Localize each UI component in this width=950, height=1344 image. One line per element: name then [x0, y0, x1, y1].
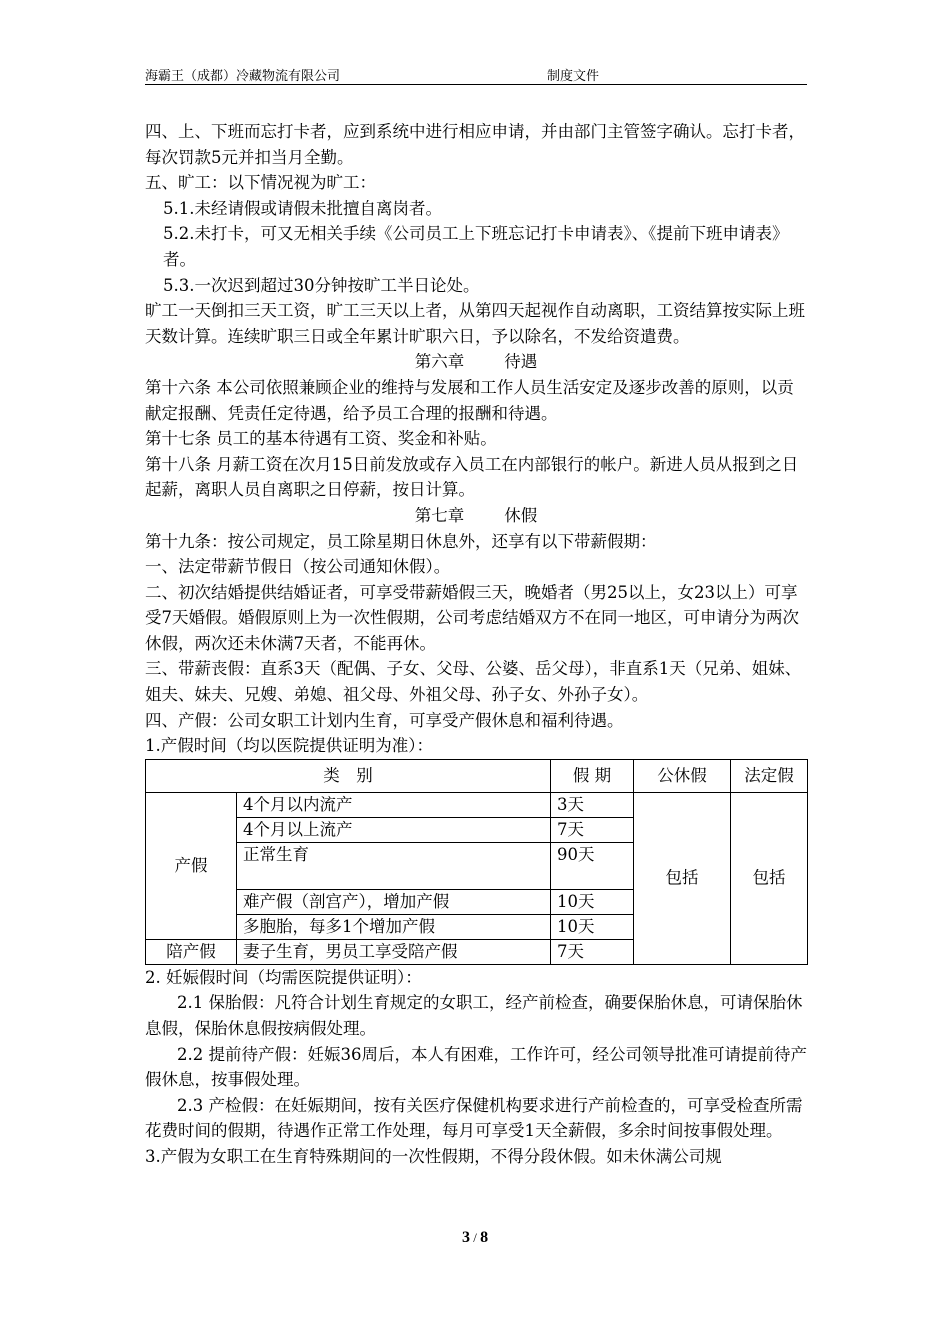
table-row [146, 792, 808, 817]
public-holiday-value: 包括 [634, 792, 731, 964]
row-days: 90天 [551, 842, 634, 889]
maternity-time-title: 1.产假时间（均以医院提供证明为准）： [145, 736, 433, 756]
chapter-7-number: 第七章 [414, 505, 465, 525]
article-19: 第十九条：按公司规定，员工除星期日休息外，还享有以下带薪假期： [145, 531, 657, 551]
leave-statutory: 一、法定带薪节假日（按公司通知休假）。 [145, 557, 451, 577]
row-item: 正常生育 [237, 842, 551, 889]
group-paternity: 陪产假 [146, 939, 237, 964]
chapter-6-heading [145, 349, 807, 375]
row-item: 难产假（剖宫产），增加产假 [237, 889, 551, 914]
header-public-holiday: 公休假 [634, 759, 731, 792]
chapter-6-number: 第六章 [414, 352, 465, 372]
total-pages: 8 [480, 1229, 489, 1246]
legal-holiday-value: 包括 [731, 792, 808, 964]
document-body [145, 119, 807, 1170]
chapter-7-heading [145, 503, 807, 529]
page-header [145, 64, 807, 85]
paragraph-absence-5-1: 5.1.未经请假或请假未批擅自离岗者。 [163, 198, 442, 218]
leave-bereavement: 三、带薪丧假：直系3天（配偶、子女、父母、公婆、岳父母），非直系1天（兄弟、姐妹、姐夫、妹夫、兄嫂、弟媳、祖父母、外祖父母、孙子女、外孙子女）。 [145, 659, 802, 705]
row-item: 4个月以内流产 [237, 792, 551, 817]
header-category: 类 别 [146, 759, 551, 792]
maternity-one-time: 3.产假为女职工在生育特殊期间的一次性假期，不得分段休假。如未休满公司规 [145, 1147, 722, 1166]
maternity-leave-table [145, 759, 808, 965]
row-item: 4个月以上流产 [237, 817, 551, 842]
row-item: 妻子生育，男员工享受陪产假 [237, 939, 551, 964]
chapter-7-title: 休假 [504, 505, 538, 525]
article-18: 第十八条 月薪工资在次月15日前发放或存入员工在内部银行的帐户。新进人员从报到之日起薪，离职人员自离职之日停薪，按日计算。 [145, 454, 799, 500]
pregnancy-2-3: 2.3 产检假：在妊娠期间，按有关医疗保健机构要求进行产前检查的，可享受检查所需花费时间的假期，待遇作正常工作处理，每月可享受1天全薪假，多余时间按事假处理。 [145, 1095, 803, 1141]
leave-marriage: 二、初次结婚提供结婚证者，可享受带薪婚假三天，晚婚者（男25以上，女23以上）可享受7天婚假。婚假原则上为一次性假期，公司考虑结婚双方不在同一地区，可申请分为两次休假，两次还未休满7天者，不能再休。 [145, 582, 799, 653]
paragraph-punch: 四、上、下班而忘打卡者，应到系统中进行相应申请，并由部门主管签字确认。忘打卡者，每次罚款5元并扣当月全勤。 [145, 122, 805, 167]
header-duration: 假 期 [551, 759, 634, 792]
row-days: 3天 [551, 792, 634, 817]
paragraph-absence-title: 五、旷工：以下情况视为旷工： [145, 173, 376, 193]
row-days: 7天 [551, 939, 634, 964]
pregnancy-leave-title: 2. 妊娠假时间（均需医院提供证明）： [145, 967, 422, 987]
row-days: 10天 [551, 914, 634, 939]
paragraph-absence-5-3: 5.3.一次迟到超过30分钟按旷工半日论处。 [163, 275, 480, 295]
header-legal-holiday: 法定假 [731, 759, 808, 792]
company-name: 海霸王（成都）冷藏物流有限公司 [145, 69, 341, 84]
row-days: 10天 [551, 889, 634, 914]
table-header-row [146, 759, 808, 792]
paragraph-absence-5-2: 5.2.未打卡，可又无相关手续《公司员工上下班忘记打卡申请表》、《提前下班申请表》者。 [163, 224, 789, 269]
row-days: 7天 [551, 817, 634, 842]
group-maternity: 产假 [146, 792, 237, 939]
article-16: 第十六条 本公司依照兼顾企业的维持与发展和工作人员生活安定及逐步改善的原则，以贡献定报酬、凭责任定待遇，给予员工合理的报酬和待遇。 [145, 377, 794, 423]
article-17: 第十七条 员工的基本待遇有工资、奖金和补贴。 [145, 429, 497, 449]
leave-maternity: 四、产假：公司女职工计划内生育，可享受产假休息和福利待遇。 [145, 710, 624, 730]
page-number: 3 / 8 [461, 1229, 489, 1246]
row-item: 多胞胎，每多1个增加产假 [237, 914, 551, 939]
pregnancy-2-1: 2.1 保胎假：凡符合计划生育规定的女职工，经产前检查，确要保胎休息，可请保胎休息假，保胎休息假按病假处理。 [145, 993, 803, 1039]
chapter-6-title: 待遇 [504, 352, 538, 372]
document-type: 制度文件 [547, 69, 600, 84]
paragraph-absence-penalty: 旷工一天倒扣三天工资，旷工三天以上者，从第四天起视作自动离职，工资结算按实际上班天数计算。连续旷职三日或全年累计旷职六日，予以除名，不发给资遣费。 [145, 301, 805, 346]
pregnancy-2-2: 2.2 提前待产假：妊娠36周后，本人有困难，工作许可，经公司领导批准可请提前待产假休息，按事假处理。 [145, 1044, 807, 1090]
current-page: 3 [461, 1229, 470, 1246]
